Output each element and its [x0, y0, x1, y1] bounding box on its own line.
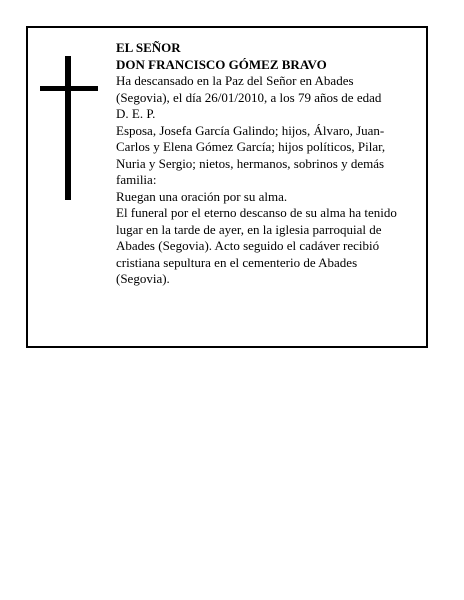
title-line: EL SEÑOR	[116, 40, 181, 55]
body-line: lugar en la tarde de ayer, en la iglesia parroquial de	[116, 221, 382, 237]
body-line: Ha descansado en la Paz del Señor en Abades	[116, 73, 354, 88]
body-line: (Segovia), el día 26/01/2010, a los 79 años de edad	[116, 89, 382, 105]
cross-horizontal-bar	[40, 86, 98, 91]
body-line: Abades (Segovia). Acto seguido el cadáver recibió	[116, 238, 380, 253]
obituary-notice	[26, 26, 428, 348]
body-line: D. E. P.	[116, 106, 156, 121]
body-line: El funeral por el eterno descanso de su alma ha tenido	[116, 205, 397, 220]
body-line: cristiana sepultura en el cementerio de Abades	[116, 254, 358, 270]
body-line: (Segovia).	[116, 271, 170, 286]
obituary-text	[116, 40, 416, 288]
body-line: Carlos y Elena Gómez García; hijos políticos, Pilar,	[116, 139, 386, 154]
body-line: Ruegan una oración por su alma.	[116, 188, 288, 204]
body-line: Esposa, Josefa García Galindo; hijos, Álvaro, Juan-	[116, 122, 385, 138]
body-line: familia:	[116, 172, 157, 187]
cross-icon	[40, 56, 98, 200]
body-line: Nuria y Sergio; nietos, hermanos, sobrinos y demás	[116, 155, 385, 171]
cross-vertical-bar	[65, 56, 71, 200]
deceased-name: DON FRANCISCO GÓMEZ BRAVO	[116, 56, 327, 72]
